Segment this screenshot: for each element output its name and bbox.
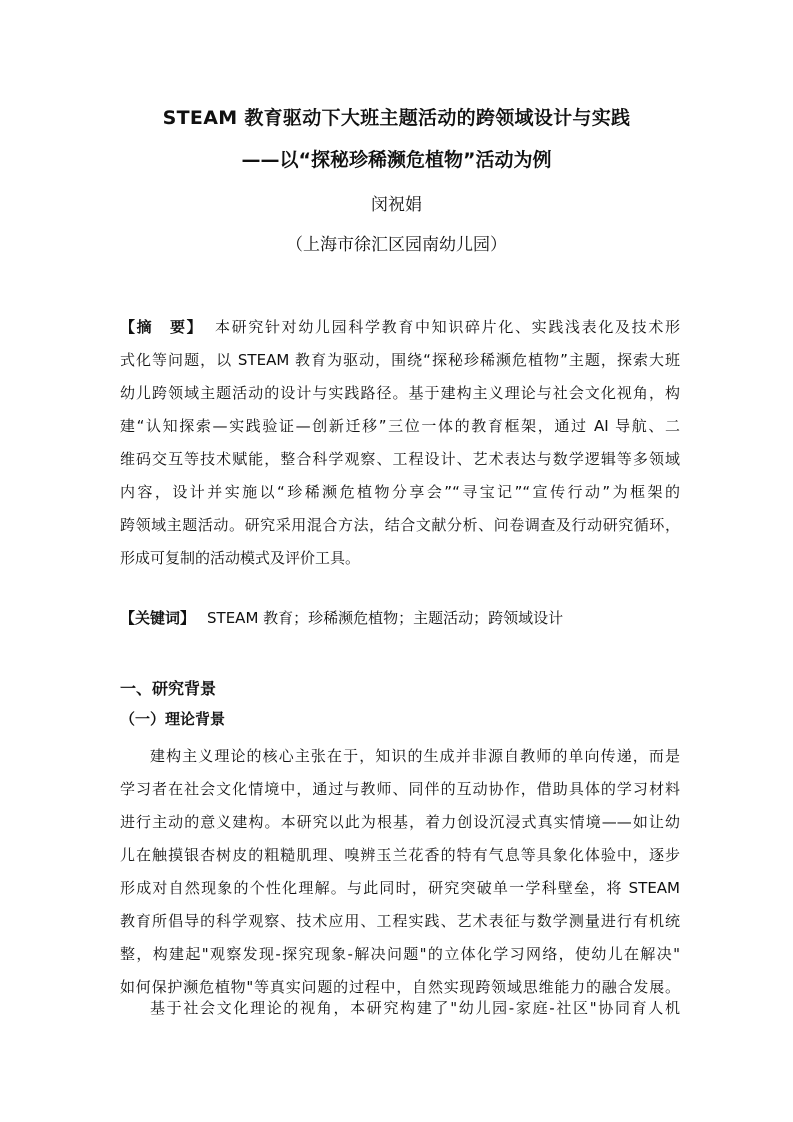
- subsection-heading: （一）理论背景: [120, 710, 226, 728]
- body-line: 整，构建起"观察发现-探究现象-解决问题"的立体化学习网络，使幼儿在解决": [120, 945, 680, 963]
- abstract-line: 幼儿跨领域主题活动的设计与实践路径。基于建构主义理论与社会文化视角，构: [120, 384, 680, 402]
- abstract-text: 本研究针对幼儿园科学教育中知识碎片化、实践浅表化及技术形: [213, 318, 680, 336]
- abstract-line: 维码交互等技术赋能，整合科学观察、工程设计、艺术表达与数学逻辑等多领域: [120, 450, 680, 468]
- body-line: 形成对自然现象的个性化理解。与此同时，研究突破单一学科壁垒，将 STEAM: [120, 879, 680, 897]
- keywords-block: [120, 607, 563, 628]
- abstract-line: [120, 316, 680, 337]
- body-line: 儿在触摸银杏树皮的粗糙肌理、嗅辨玉兰花香的特有气息等具象化体验中，逐步: [120, 846, 680, 864]
- author-name: 闵祝娟: [371, 195, 422, 215]
- abstract-line: 式化等问题，以 STEAM 教育为驱动，围绕“探秘珍稀濒危植物”主题，探索大班: [120, 351, 680, 369]
- body-line: 学习者在社会文化情境中，通过与教师、同伴的互动协作，借助具体的学习材料: [120, 780, 680, 798]
- keywords-text: STEAM 教育；珍稀濒危植物；主题活动；跨领域设计: [207, 609, 564, 627]
- body-line: 进行主动的意义建构。本研究以此为根基，着力创设沉浸式真实情境——如让幼: [120, 813, 680, 831]
- body-line: 基于社会文化理论的视角，本研究构建了"幼儿园-家庭-社区"协同育人机: [150, 999, 680, 1017]
- author-affiliation: （上海市徐汇区园南幼儿园）: [286, 235, 507, 255]
- abstract-line: 建“认知探索—实践验证—创新迁移”三位一体的教育框架，通过 AI 导航、二: [120, 417, 680, 435]
- section-heading: 一、研究背景: [120, 679, 217, 698]
- body-line: 如何保护濒危植物"等真实问题的过程中，自然实现跨领域思维能力的融合发展。: [120, 978, 680, 996]
- document-subtitle: ——以“探秘珍稀濒危植物”活动为例: [241, 149, 552, 171]
- body-line: 建构主义理论的核心主张在于，知识的生成并非源自教师的单向传递，而是: [150, 747, 680, 765]
- abstract-line: 形成可复制的活动模式及评价工具。: [120, 549, 361, 567]
- body-line: 教育所倡导的科学观察、技术应用、工程实践、艺术表征与数学测量进行有机统: [120, 912, 680, 930]
- keywords-label: 【关键词】: [120, 609, 196, 627]
- abstract-line: 内容，设计并实施以“珍稀濒危植物分享会”“寻宝记”“宣传行动”为框架的: [120, 483, 680, 501]
- abstract-line: 跨领域主题活动。研究采用混合方法，结合文献分析、问卷调查及行动研究循环，: [120, 516, 680, 534]
- abstract-label: 【摘 要】: [120, 318, 204, 336]
- document-title: STEAM 教育驱动下大班主题活动的跨领域设计与实践: [162, 107, 631, 129]
